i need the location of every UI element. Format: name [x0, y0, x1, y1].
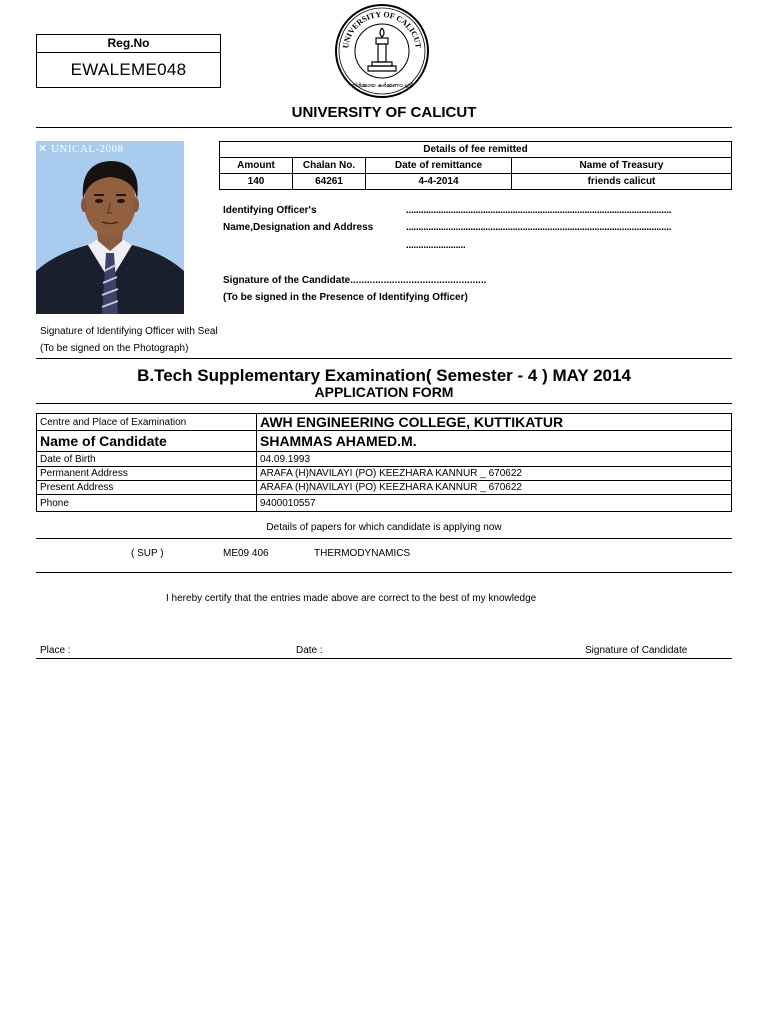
fee-amount: 140 — [220, 174, 293, 190]
fee-header-amount: Amount — [220, 158, 293, 174]
form-title: APPLICATION FORM — [314, 384, 454, 400]
present-address-label: Present Address — [37, 481, 257, 495]
fee-chalan-no: 64261 — [293, 174, 366, 190]
fee-date: 4-4-2014 — [366, 174, 512, 190]
candidate-signature-line: Signature of the Candidate................................................. — [223, 275, 487, 286]
place-label: Place : — [40, 645, 71, 656]
university-seal — [332, 4, 432, 98]
fee-table-title: Details of fee remitted — [220, 142, 732, 158]
seal-motto: നിർമ്മായ കർമ്മണാ ശ്രീ — [351, 83, 413, 89]
divider — [36, 127, 732, 128]
paper-code: ME09 406 — [223, 548, 269, 559]
reg-no-box — [36, 34, 221, 88]
fee-treasury: friends calicut — [512, 174, 732, 190]
divider — [36, 572, 732, 573]
date-label: Date : — [296, 645, 323, 656]
papers-heading: Details of papers for which candidate is applying now — [266, 522, 502, 533]
fee-table — [219, 141, 732, 190]
name-value: SHAMMAS AHAMED.M. — [257, 431, 732, 452]
name-label: Name of Candidate — [37, 431, 257, 452]
certification-statement: I hereby certify that the entries made above are correct to the best of my knowledge — [166, 593, 537, 604]
officer-label-2: Name,Designation and Address — [223, 222, 374, 233]
divider — [36, 658, 732, 659]
candidate-photo — [36, 141, 184, 314]
phone-value: 9400010557 — [257, 495, 732, 512]
photo-watermark: ✕ UNICAL-2008 — [38, 143, 124, 155]
officer-line-3: ........................ — [406, 240, 466, 251]
fee-header-chalan: Chalan No. — [293, 158, 366, 174]
present-address-value: ARAFA (H)NAVILAYI (PO) KEEZHARA KANNUR _ 670622 — [257, 481, 732, 495]
fee-header-treasury: Name of Treasury — [512, 158, 732, 174]
university-name: UNIVERSITY OF CALICUT — [291, 104, 477, 121]
fee-header-date: Date of remittance — [366, 158, 512, 174]
officer-label-1: Identifying Officer's — [223, 205, 317, 216]
candidate-signature-label: Signature of Candidate — [585, 645, 688, 656]
divider — [36, 403, 732, 404]
dob-label: Date of Birth — [37, 452, 257, 467]
paper-type: ( SUP ) — [131, 548, 164, 559]
permanent-address-label: Permanent Address — [37, 467, 257, 481]
divider — [36, 538, 732, 539]
divider — [36, 358, 732, 359]
signature-note: (To be signed in the Presence of Identifying Officer) — [223, 292, 468, 303]
exam-title: B.Tech Supplementary Examination( Semester - 4 ) MAY 2014 — [137, 366, 631, 385]
officer-line-2: ........................................................................................................... — [406, 222, 672, 233]
seal-arc-text: UNIVERSITY OF CALICUT — [341, 9, 423, 49]
dob-value: 04.09.1993 — [257, 452, 732, 467]
officer-seal-line-1: Signature of Identifying Officer with Seal — [40, 326, 218, 337]
officer-seal-line-2: (To be signed on the Photograph) — [40, 343, 189, 354]
reg-no-label: Reg.No — [37, 35, 220, 53]
paper-name: THERMODYNAMICS — [314, 548, 411, 559]
candidate-table — [36, 413, 732, 512]
reg-no-value: EWALEME048 — [70, 60, 187, 79]
officer-line-1: ........................................................................................................... — [406, 205, 672, 216]
photo-watermark-text: UNICAL-2008 — [50, 143, 124, 155]
centre-value: AWH ENGINEERING COLLEGE, KUTTIKATUR — [257, 414, 732, 431]
centre-label: Centre and Place of Examination — [37, 414, 257, 431]
phone-label: Phone — [37, 495, 257, 512]
permanent-address-value: ARAFA (H)NAVILAYI (PO) KEEZHARA KANNUR _ 670622 — [257, 467, 732, 481]
